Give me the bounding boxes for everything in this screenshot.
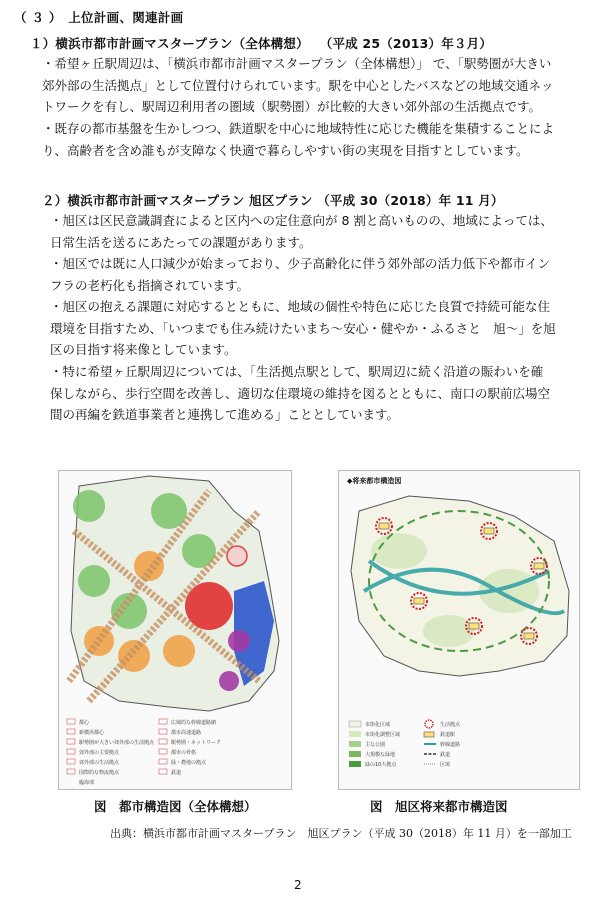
left-legend-3: 郊外部の主要拠点 — [79, 750, 120, 756]
right-legend-3: 大規模な緑地 — [365, 752, 396, 758]
plan2-paragraph-1: ・旭区は区民意識調査によると区内への定住意向が 8 割と高いものの、地域によっては、 日常生活を送るにあたっての課題があります。 — [50, 213, 553, 250]
plan2-heading: ２）横浜市都市計画マスタープラン 旭区プラン （平成 30（2018）年 11 月） — [42, 193, 504, 208]
left-legend-6: 臨海部 — [79, 780, 95, 786]
left-figure-caption: 図 都市構造図（全体構想） — [94, 799, 257, 814]
plan2-paragraph-3: ・旭区の抱える課題に対応するとともに、地域の個性や特色に応じた良質で持続可能な住 環境を目指すため、「いつまでも住み続けたいまち～安心・健やか・ふるさと 旭～」を旭 区の目指す将来像としています。 — [50, 299, 556, 357]
section-title: （ ３ ） 上位計画、関連計画 — [14, 10, 184, 25]
left-legend-2: 駅勢圏が大きい郊外部の生活拠点 — [79, 740, 155, 746]
plan1-heading: １）横浜市都市計画マスタープラン（全体構想） （平成 25（2013）年３月） — [30, 36, 493, 51]
left-legend-8: 都市高速道路 — [171, 730, 202, 736]
right-legend-0: 市街化区域 — [365, 722, 391, 728]
right-legend-1: 市街化調整区域 — [365, 732, 401, 738]
right-figure-caption: 図 旭区将来都市構造図 — [370, 799, 508, 814]
right-legend-2: 主な公園 — [365, 742, 386, 748]
right-legend-8: 鉄道 — [440, 752, 451, 758]
left-legend-5: 国際的な物流拠点 — [79, 770, 120, 776]
right-map-header: ◆将来都市構造図 — [347, 477, 402, 485]
left-legend-10: 都市の骨格 — [171, 750, 197, 756]
plan1-paragraph-2: ・既存の都市基盤を生かしつつ、鉄道駅を中心に地域特性に応じた機能を集積することによ り、高齢者を含め誰もが支障なく快適で暮らしやすい街の実現を目指すとしています。 — [42, 121, 555, 158]
left-legend-1: 新横浜都心 — [79, 730, 105, 736]
left-legend-11: 緑・農地の拠点 — [171, 760, 207, 766]
right-legend-4: 緑の10大拠点 — [365, 762, 397, 768]
left-legend-7: 広域的な幹線道路網 — [171, 720, 217, 726]
page-number: 2 — [294, 878, 302, 892]
left-legend-0: 都心 — [79, 720, 90, 726]
left-legend-9: 駅勢圏・ネットワーク — [171, 740, 222, 746]
right-legend-5: 生活拠点 — [440, 722, 461, 728]
plan1-paragraph-1: ・希望ヶ丘駅周辺は、「横浜市都市計画マスタープラン（全体構想）」 で、「駅勢圏が大きい 郊外部の生活拠点」として位置付けられています。駅を中心としたバスなどの地域交通ネッ トワークを有し、駅周辺利用者の圏域（駅勢圏）が比較的大きい郊外部の生活拠点です。 — [42, 56, 554, 114]
left-legend-4: 郊外部の生活拠点 — [79, 760, 120, 766]
right-legend-7: 幹線道路 — [440, 742, 461, 748]
right-legend-9: 区境 — [440, 762, 451, 768]
plan2-paragraph-2: ・旭区では既に人口減少が始まっており、少子高齢化に伴う郊外部の活力低下や都市イン フラの老朽化も指摘されています。 — [50, 256, 551, 293]
asahi-future-structure-map — [338, 470, 580, 790]
left-legend-12: 鉄道 — [171, 770, 182, 776]
right-legend-6: 鉄道駅 — [440, 732, 456, 738]
city-structure-map — [58, 470, 292, 790]
source-note: 出典：横浜市都市計画マスタープラン 旭区プラン（平成 30（2018）年 11 月）を一部加工 — [110, 827, 572, 840]
plan2-paragraph-4: ・特に希望ヶ丘駅周辺については、「生活拠点駅として、駅周辺に続く沿道の賑わいを確 保しながら、歩行空間を改善し、適切な住環境の維持を図るとともに、南口の駅前広場空 間の再編を鉄道事業者と連携して進める」こととしています。 — [50, 364, 551, 422]
